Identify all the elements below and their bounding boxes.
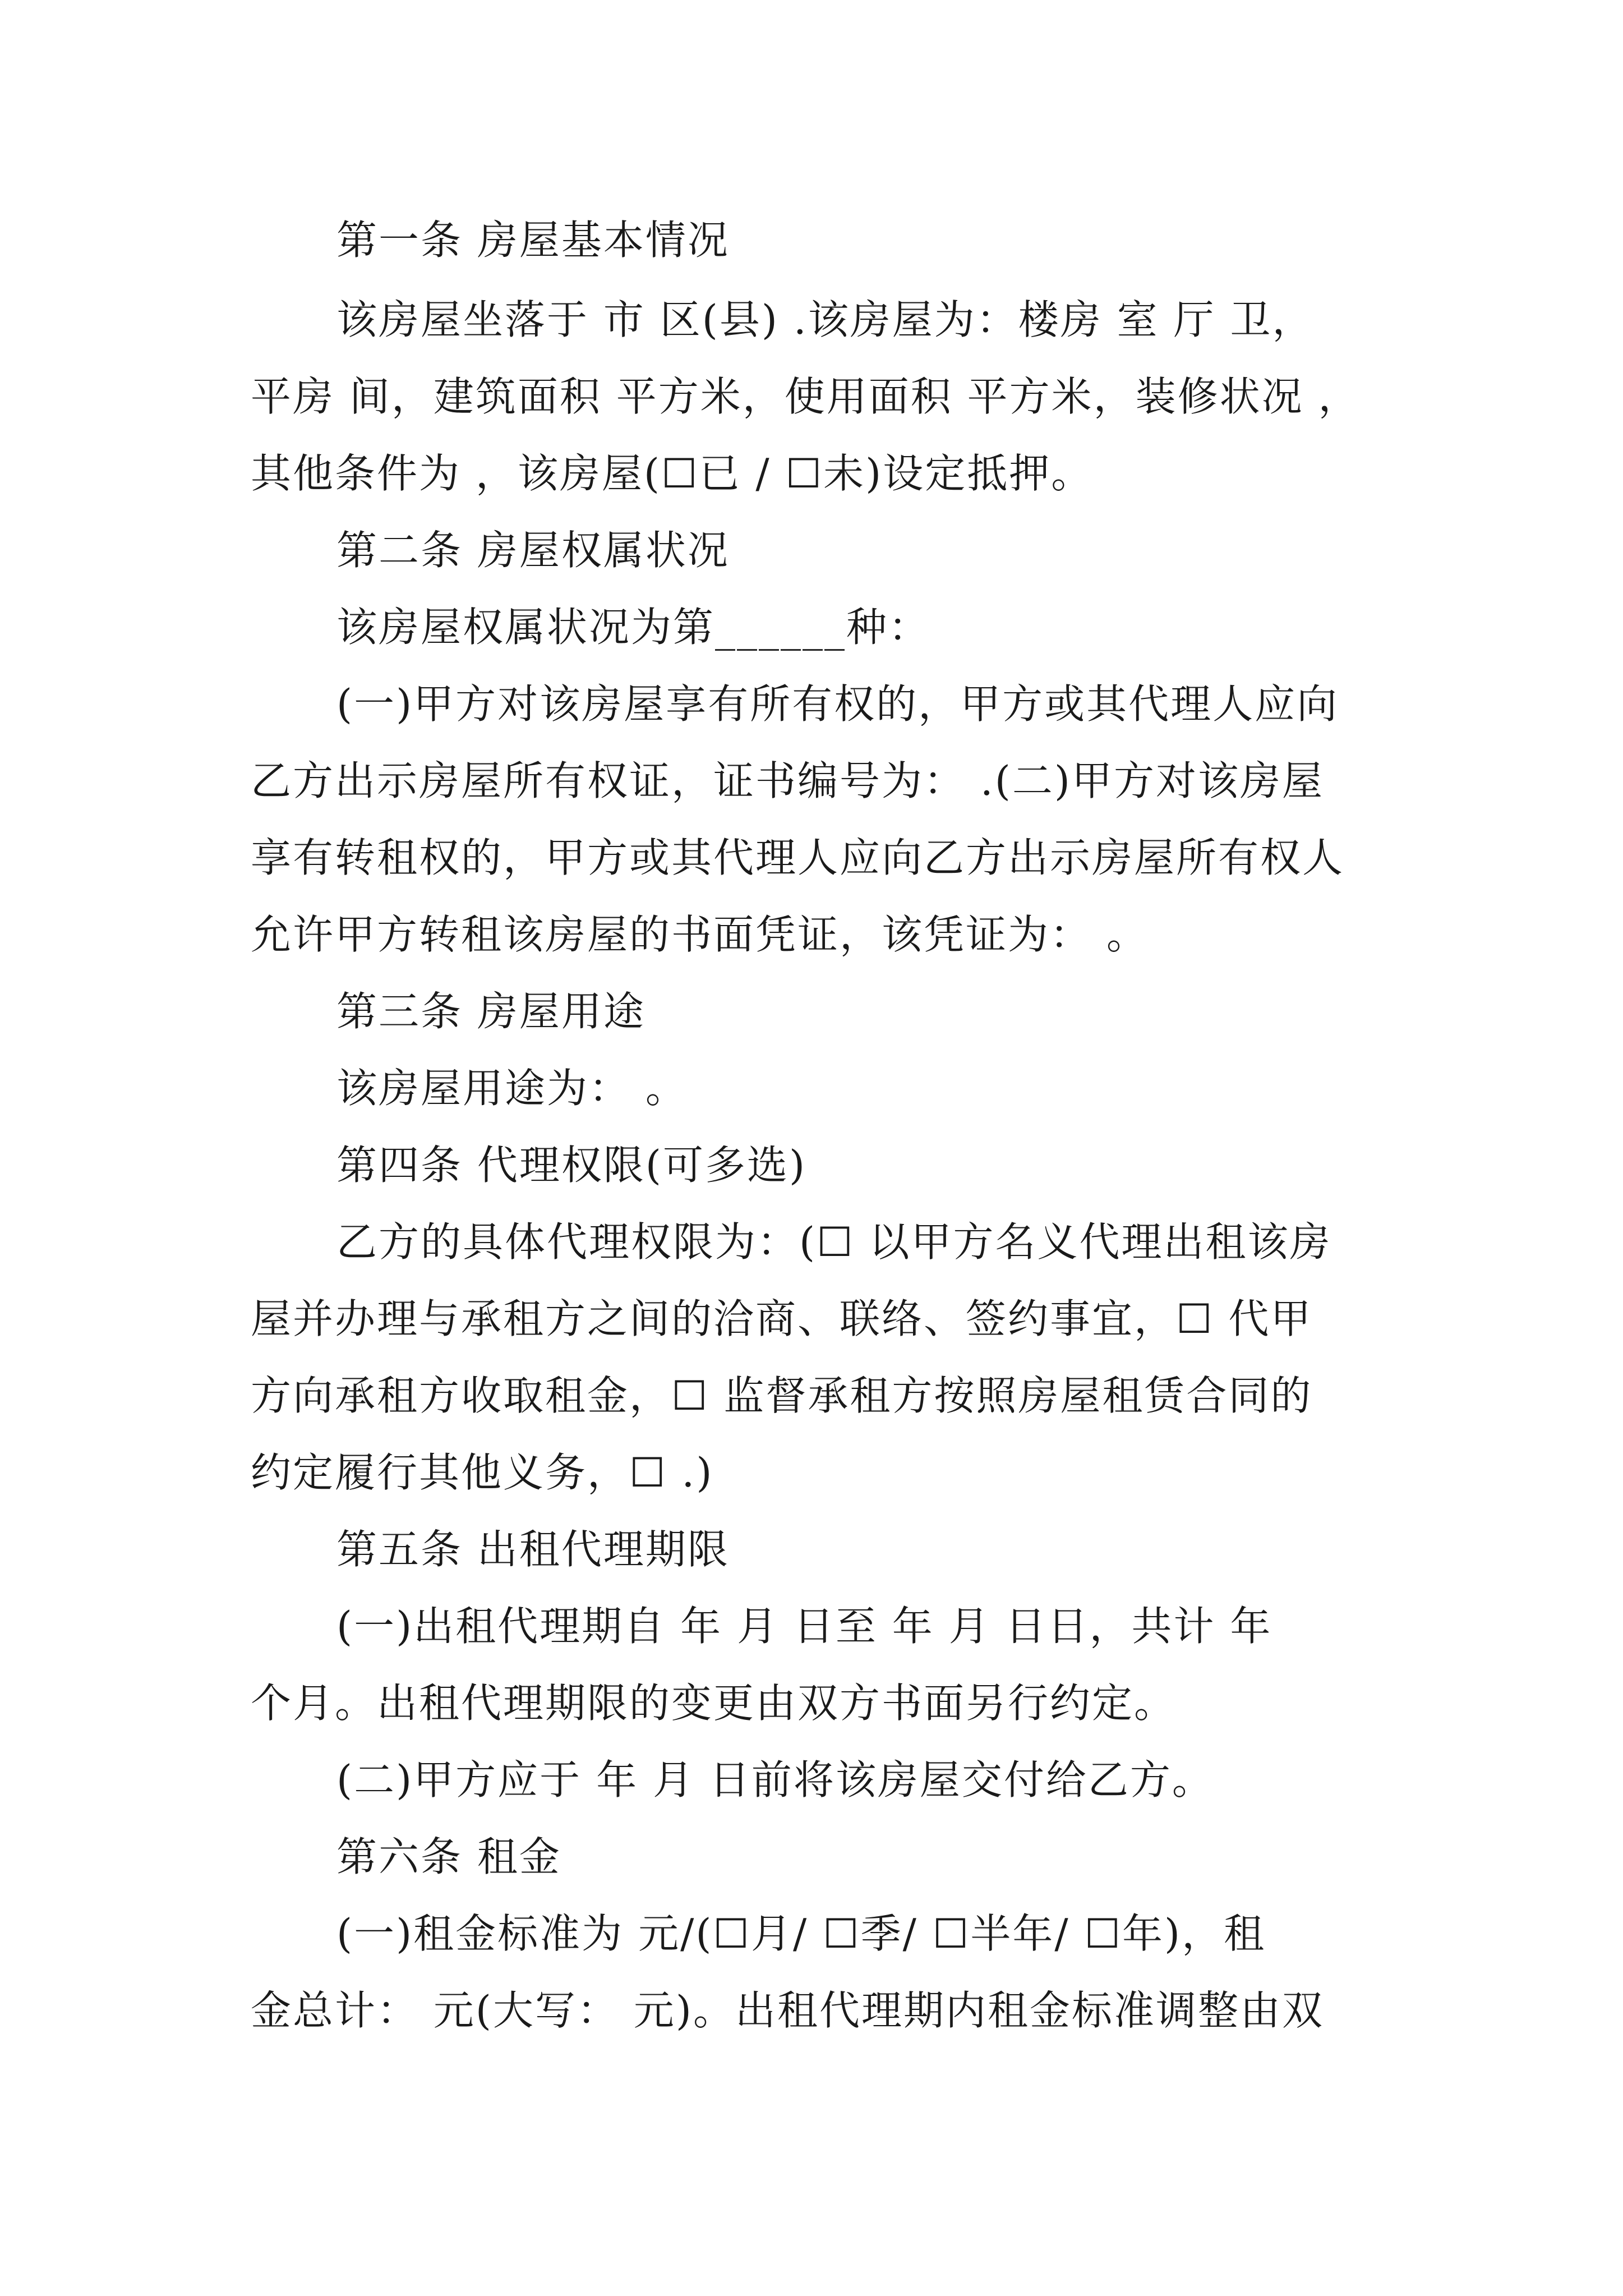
article-1-heading: 第一条 房屋基本情况 (336, 217, 730, 264)
paragraph-line: 该房屋权属状况为第______种： (336, 604, 931, 651)
paragraph-line: (一)租金标准为 元/(☐月/ ☐季/ ☐半年/ ☐年)，租 (336, 1910, 1266, 1957)
paragraph-line: 金总计： 元(大写： 元)。出租代理期内租金标准调整由双 (251, 1987, 1324, 2034)
paragraph-line: 约定履行其他义务，☐ .) (251, 1449, 714, 1496)
paragraph-line: 平房 间，建筑面积 平方米，使用面积 平方米，装修状况 ， (251, 373, 1361, 420)
paragraph-line: (二)甲方应于 年 月 日前将该房屋交付给乙方。 (336, 1756, 1214, 1803)
paragraph-line: 允许甲方转租该房屋的书面凭证，该凭证为： 。 (251, 911, 1149, 958)
paragraph-line: (一)出租代理期自 年 月 日至 年 月 日日，共计 年 (336, 1603, 1272, 1650)
paragraph-line: 享有转租权的，甲方或其代理人应向乙方出示房屋所有权人 (251, 834, 1345, 881)
paragraph-line: 该房屋坐落于 市 区(县) .该房屋为：楼房 室 厅 卫， (336, 296, 1315, 343)
paragraph-line: 该房屋用途为： 。 (336, 1065, 688, 1112)
article-4-heading: 第四条 代理权限(可多选) (336, 1142, 807, 1189)
paragraph-line: 乙方出示房屋所有权证，证书编号为： .(二)甲方对该房屋 (251, 757, 1324, 804)
article-5-heading: 第五条 出租代理期限 (336, 1526, 730, 1573)
article-3-heading: 第三条 房屋用途 (336, 988, 645, 1035)
paragraph-line: 乙方的具体代理权限为：(☐ 以甲方名义代理出租该房 (336, 1218, 1332, 1266)
paragraph-line: 屋并办理与承租方之间的洽商、联络、签约事宜，☐ 代甲 (251, 1295, 1313, 1342)
paragraph-line: 个月。出租代理期限的变更由双方书面另行约定。 (251, 1680, 1177, 1727)
paragraph-line: 其他条件为 ，该房屋(☐已 / ☐未)设定抵押。 (251, 450, 1094, 497)
article-6-heading: 第六条 租金 (336, 1833, 561, 1880)
article-2-heading: 第二条 房屋权属状况 (336, 527, 730, 574)
paragraph-line: (一)甲方对该房屋享有所有权的，甲方或其代理人应向 (336, 680, 1339, 728)
paragraph-line: 方向承租方收取租金，☐ 监督承租方按照房屋租赁合同的 (251, 1372, 1313, 1419)
